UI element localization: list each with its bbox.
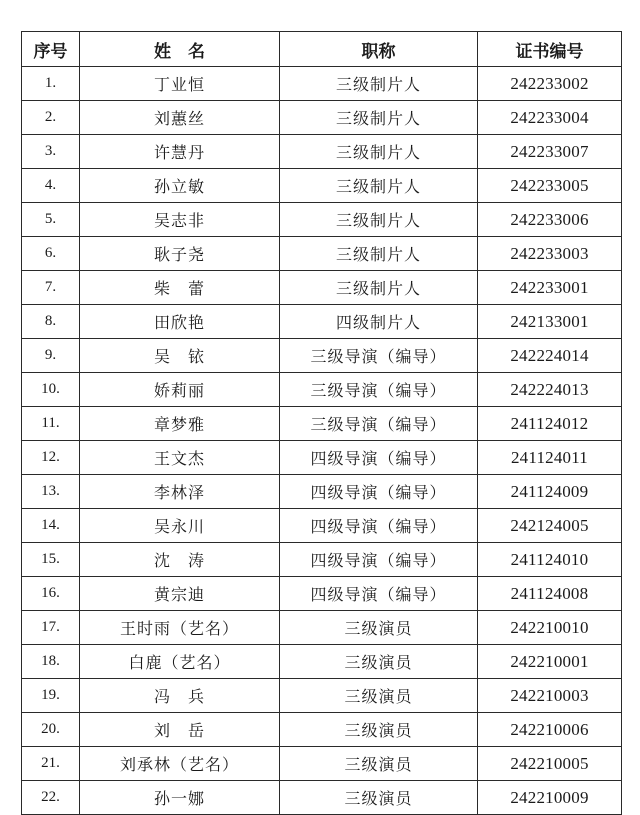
row-name: 耿子尧 [80, 237, 280, 271]
certificate-table [21, 31, 622, 815]
table-row [22, 67, 622, 101]
row-index: 14. [22, 509, 80, 543]
row-index: 19. [22, 679, 80, 713]
row-certificate: 241124009 [478, 475, 622, 509]
row-title: 三级制片人 [280, 67, 478, 101]
row-index: 9. [22, 339, 80, 373]
row-name: 吴志非 [80, 203, 280, 237]
row-index: 16. [22, 577, 80, 611]
table-row [22, 713, 622, 747]
row-certificate: 242233007 [478, 135, 622, 169]
table-row [22, 305, 622, 339]
row-title: 四级导演（编导） [280, 475, 478, 509]
row-title: 三级演员 [280, 645, 478, 679]
row-name: 娇莉丽 [80, 373, 280, 407]
table-row [22, 237, 622, 271]
row-title: 四级导演（编导） [280, 577, 478, 611]
table-body [22, 67, 622, 815]
row-certificate: 242233005 [478, 169, 622, 203]
row-title: 三级演员 [280, 611, 478, 645]
row-index: 7. [22, 271, 80, 305]
table-row [22, 679, 622, 713]
table-row [22, 509, 622, 543]
row-name: 章梦雅 [80, 407, 280, 441]
row-certificate: 242233004 [478, 101, 622, 135]
row-name: 沈 涛 [80, 543, 280, 577]
row-certificate: 242210005 [478, 747, 622, 781]
row-title: 四级导演（编导） [280, 543, 478, 577]
row-index: 4. [22, 169, 80, 203]
row-title: 三级制片人 [280, 237, 478, 271]
row-title: 三级演员 [280, 781, 478, 815]
row-title: 三级制片人 [280, 101, 478, 135]
row-certificate: 242210006 [478, 713, 622, 747]
row-name: 白鹿（艺名） [80, 645, 280, 679]
row-certificate: 242233003 [478, 237, 622, 271]
row-name: 柴 蕾 [80, 271, 280, 305]
table-row [22, 373, 622, 407]
row-title: 三级制片人 [280, 203, 478, 237]
header-title: 职称 [280, 32, 478, 67]
table-row [22, 339, 622, 373]
row-name: 丁业恒 [80, 67, 280, 101]
table-row [22, 441, 622, 475]
row-index: 13. [22, 475, 80, 509]
row-title: 四级制片人 [280, 305, 478, 339]
table-row [22, 475, 622, 509]
table-row [22, 203, 622, 237]
row-title: 三级演员 [280, 679, 478, 713]
row-index: 18. [22, 645, 80, 679]
table-row [22, 407, 622, 441]
row-index: 15. [22, 543, 80, 577]
row-index: 8. [22, 305, 80, 339]
row-title: 三级导演（编导） [280, 407, 478, 441]
table-row [22, 101, 622, 135]
row-certificate: 242210010 [478, 611, 622, 645]
header-certificate: 证书编号 [478, 32, 622, 67]
row-certificate: 242210001 [478, 645, 622, 679]
row-certificate: 242233006 [478, 203, 622, 237]
row-certificate: 242224014 [478, 339, 622, 373]
row-certificate: 242233002 [478, 67, 622, 101]
row-name: 冯 兵 [80, 679, 280, 713]
row-name: 孙立敏 [80, 169, 280, 203]
row-certificate: 241124010 [478, 543, 622, 577]
row-title: 四级导演（编导） [280, 509, 478, 543]
table-header-row [22, 32, 622, 67]
table-row [22, 135, 622, 169]
certificate-table-container [21, 31, 622, 815]
row-index: 10. [22, 373, 80, 407]
row-certificate: 241124011 [478, 441, 622, 475]
table-row [22, 577, 622, 611]
row-name: 李林泽 [80, 475, 280, 509]
row-name: 吴永川 [80, 509, 280, 543]
row-name: 田欣艳 [80, 305, 280, 339]
row-title: 四级导演（编导） [280, 441, 478, 475]
row-title: 三级制片人 [280, 135, 478, 169]
row-title: 三级制片人 [280, 169, 478, 203]
row-index: 22. [22, 781, 80, 815]
header-index: 序号 [22, 32, 80, 67]
table-row [22, 543, 622, 577]
row-name: 孙一娜 [80, 781, 280, 815]
row-name: 许慧丹 [80, 135, 280, 169]
row-index: 11. [22, 407, 80, 441]
row-index: 1. [22, 67, 80, 101]
table-row [22, 781, 622, 815]
row-certificate: 242124005 [478, 509, 622, 543]
table-row [22, 611, 622, 645]
row-certificate: 242233001 [478, 271, 622, 305]
row-index: 17. [22, 611, 80, 645]
row-name: 王时雨（艺名） [80, 611, 280, 645]
table-row [22, 645, 622, 679]
row-name: 刘承林（艺名） [80, 747, 280, 781]
row-title: 三级导演（编导） [280, 373, 478, 407]
table-row [22, 271, 622, 305]
row-name: 刘蕙丝 [80, 101, 280, 135]
row-certificate: 242210003 [478, 679, 622, 713]
table-row [22, 747, 622, 781]
row-index: 21. [22, 747, 80, 781]
row-index: 2. [22, 101, 80, 135]
row-index: 3. [22, 135, 80, 169]
row-index: 20. [22, 713, 80, 747]
row-title: 三级演员 [280, 713, 478, 747]
row-certificate: 241124008 [478, 577, 622, 611]
row-title: 三级演员 [280, 747, 478, 781]
row-title: 三级导演（编导） [280, 339, 478, 373]
row-certificate: 242210009 [478, 781, 622, 815]
row-certificate: 241124012 [478, 407, 622, 441]
row-name: 王文杰 [80, 441, 280, 475]
row-name: 黄宗迪 [80, 577, 280, 611]
header-name: 姓 名 [80, 32, 280, 67]
row-index: 5. [22, 203, 80, 237]
row-certificate: 242224013 [478, 373, 622, 407]
row-index: 6. [22, 237, 80, 271]
row-name: 吴 铱 [80, 339, 280, 373]
table-row [22, 169, 622, 203]
row-name: 刘 岳 [80, 713, 280, 747]
row-certificate: 242133001 [478, 305, 622, 339]
row-title: 三级制片人 [280, 271, 478, 305]
row-index: 12. [22, 441, 80, 475]
